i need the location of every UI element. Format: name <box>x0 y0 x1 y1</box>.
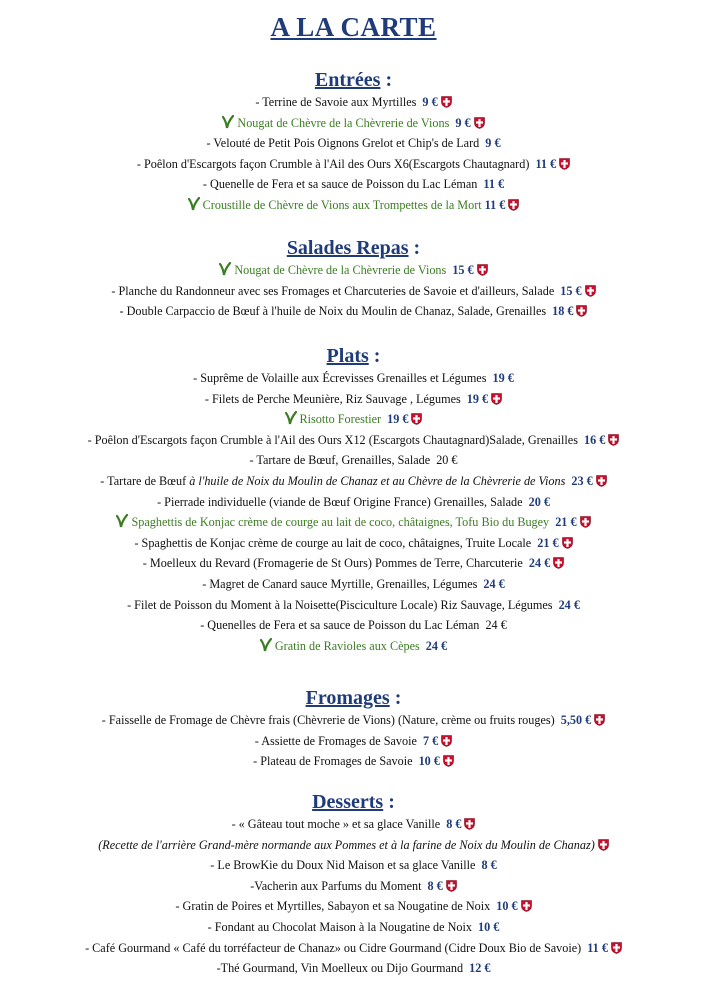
menu-item: - Le BrowKie du Doux Nid Maison et sa glace Vanille 8 € <box>210 858 497 873</box>
menu-item-vegetarian: Croustille de Chèvre de Vions aux Trompettes de la Mort 11 € <box>0 195 707 216</box>
section-title: Salades Repas : <box>286 237 421 259</box>
savoie-crest-icon <box>576 305 587 317</box>
savoie-crest-icon <box>477 264 488 276</box>
menu-item: - Quenelles de Fera et sa sauce de Poisson du Lac Léman 24 € <box>200 618 507 633</box>
menu-item: -Vacherin aux Parfums du Moment 8 € <box>0 876 707 897</box>
menu-item: - Terrine de Savoie aux Myrtilles 9 € <box>0 92 707 113</box>
section-title: Fromages : <box>305 687 402 709</box>
menu-item-vegetarian: Nougat de Chèvre de la Chèvrerie de Vions 15 € <box>0 260 707 281</box>
leaf-icon <box>116 514 128 529</box>
menu-item: - Gratin de Poires et Myrtilles, Sabayon et sa Nougatine de Noix 10 € <box>0 896 707 917</box>
menu-item: - Faisselle de Fromage de Chèvre frais (Chèvrerie de Vions) (Nature, crème ou fruits rouges) 5,50 € <box>0 710 707 731</box>
menu-item: - Suprême de Volaille aux Écrevisses Grenailles et Légumes 19 € <box>193 371 514 385</box>
savoie-crest-icon <box>521 900 532 912</box>
menu-item-vegetarian: Nougat de Chèvre de la Chèvrerie de Vions 9 € <box>0 113 707 134</box>
savoie-crest-icon <box>553 557 564 569</box>
menu-item-vegetarian: Risotto Forestier 19 € <box>0 409 707 430</box>
menu-item: - Tartare de Bœuf à l'huile de Noix du Moulin de Chanaz et au Chèvre de la Chèvrerie de Vions 23 € <box>0 471 707 492</box>
menu-item: - Poêlon d'Escargots façon Crumble à l'Ail des Ours X12 (Escargots Chautagnard)Salade, Grenailles 16 € <box>0 430 707 451</box>
savoie-crest-icon <box>443 755 454 767</box>
savoie-crest-icon <box>562 537 573 549</box>
menu-item: - Velouté de Petit Pois Oignons Grelot et Chip's de Lard 9 € <box>206 136 501 151</box>
savoie-crest-icon <box>446 880 457 892</box>
menu-item: - Quenelle de Fera et sa sauce de Poisson du Lac Léman 11 € <box>202 177 505 192</box>
section-title: Plats : <box>326 345 381 367</box>
page-title: A LA CARTE <box>270 12 437 42</box>
savoie-crest-icon <box>608 434 619 446</box>
savoie-crest-icon <box>464 818 475 830</box>
menu-item-vegetarian: Spaghettis de Konjac crème de courge au lait de coco, châtaignes, Tofu Bio du Bugey 21 € <box>0 512 707 533</box>
savoie-crest-icon <box>596 475 607 487</box>
savoie-crest-icon <box>559 158 570 170</box>
menu-item: - « Gâteau tout moche » et sa glace Vanille 8 € <box>0 814 707 835</box>
savoie-crest-icon <box>491 393 502 405</box>
section-entrees <box>0 68 707 216</box>
menu-item: - Filets de Perche Meunière, Riz Sauvage , Légumes 19 € <box>0 389 707 410</box>
menu-item: - Spaghettis de Konjac crème de courge au lait de coco, châtaignes, Truite Locale 21 € <box>0 533 707 554</box>
savoie-crest-icon <box>611 942 622 954</box>
savoie-crest-icon <box>594 714 605 726</box>
savoie-crest-icon <box>598 839 609 851</box>
menu-item: - Magret de Canard sauce Myrtille, Grenailles, Légumes 24 € <box>202 576 505 591</box>
menu-item-note: (Recette de l'arrière Grand-mère normande aux Pommes et à la farine de Noix du Moulin de Chanaz) <box>0 835 707 856</box>
section-title: Entrées : <box>314 69 393 91</box>
menu-item: -Thé Gourmand, Vin Moelleux ou Dijo Gourmand 12 € <box>216 961 491 976</box>
menu-item: - Moelleux du Revard (Fromagerie de St Ours) Pommes de Terre, Charcuterie 24 € <box>0 553 707 574</box>
savoie-crest-icon <box>585 285 596 297</box>
leaf-icon <box>222 115 234 130</box>
savoie-crest-icon <box>411 413 422 425</box>
savoie-crest-icon <box>508 199 519 211</box>
section-fromages <box>0 686 707 772</box>
menu-item: - Double Carpaccio de Bœuf à l'huile de Noix du Moulin de Chanaz, Salade, Grenailles 18 € <box>0 301 707 322</box>
leaf-icon <box>260 638 272 653</box>
menu-item: - Poêlon d'Escargots façon Crumble à l'Ail des Ours X6(Escargots Chautagnard) 11 € <box>0 154 707 175</box>
menu-item: - Pierrade individuelle (viande de Bœuf Origine France) Grenailles, Salade 20 € <box>157 494 550 509</box>
savoie-crest-icon <box>441 96 452 108</box>
menu-item: - Fondant au Chocolat Maison à la Nougatine de Noix 10 € <box>207 919 500 934</box>
savoie-crest-icon <box>474 117 485 129</box>
menu-item: - Planche du Randonneur avec ses Fromages et Charcuteries de Savoie et d'ailleurs, Salade 15 € <box>0 281 707 302</box>
section-plats <box>0 344 707 656</box>
savoie-crest-icon <box>580 516 591 528</box>
leaf-icon <box>188 197 200 212</box>
menu-item-vegetarian: Gratin de Ravioles aux Cèpes 24 € <box>0 636 707 657</box>
leaf-icon <box>285 411 297 426</box>
leaf-icon <box>219 262 231 277</box>
menu-item: - Tartare de Bœuf, Grenailles, Salade 20 € <box>249 453 458 468</box>
section-desserts <box>0 790 707 979</box>
section-salades <box>0 236 707 322</box>
menu-item: - Filet de Poisson du Moment à la Noisette(Pisciculture Locale) Riz Sauvage, Légumes 24 € <box>127 597 580 612</box>
menu-item: - Café Gourmand « Café du torréfacteur de Chanaz» ou Cidre Gourmand (Cidre Doux Bio de Savoie) 11 € <box>0 938 707 959</box>
menu-item: - Assiette de Fromages de Savoie 7 € <box>0 731 707 752</box>
savoie-crest-icon <box>441 735 452 747</box>
section-title: Desserts : <box>312 791 395 813</box>
menu-item: - Plateau de Fromages de Savoie 10 € <box>0 751 707 772</box>
